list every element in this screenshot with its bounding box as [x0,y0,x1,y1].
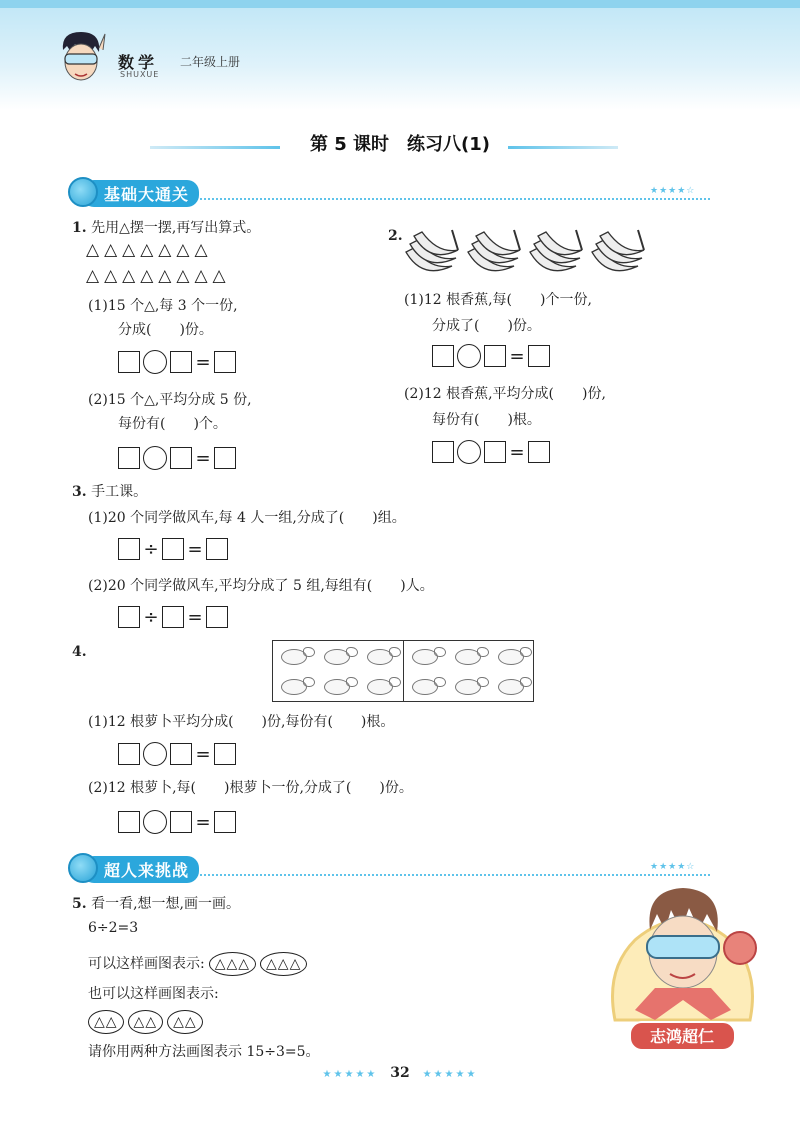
equals-sign: = [509,345,525,367]
equals-sign: = [195,811,211,833]
q3-stem-text: 手工课。 [91,484,148,500]
operator-circle[interactable] [457,440,481,464]
q1-part2-line1: (2)15 个△,平均分成 5 份, [88,392,252,408]
q5-way1-text: 可以这样画图表示: [88,956,205,972]
triangle-group: △△△ [209,952,256,976]
q5-way2-text: 也可以这样画图表示: [88,986,219,1002]
q2-part1-line2: 分成了( )份。 [432,318,541,334]
answer-box[interactable] [162,606,184,628]
radish-group-left [273,641,403,701]
answer-box[interactable] [214,447,236,469]
q1-stem [72,218,260,238]
q5-way1 [88,952,307,976]
helmet-icon [68,853,98,883]
divide-sign: ÷ [143,606,159,628]
q1-stem-text: 先用△摆一摆,再写出算式。 [91,220,261,236]
bananas-picture [402,222,652,284]
q5-stem-text: 看一看,想一想,画一画。 [91,896,240,912]
radish-icon [490,641,533,671]
mascot-head-icon [55,28,107,88]
q5-task: 请你用两种方法画图表示 15÷3=5。 [88,1044,320,1060]
banana-bunch-icon [530,230,582,271]
radish-icon [316,671,359,701]
q5-stem [72,894,240,914]
radish-icon [404,641,447,671]
globe-icon [68,177,98,207]
subject-title: 数学 [118,53,159,72]
header-band [0,0,800,8]
operator-circle[interactable] [143,742,167,766]
section-challenge-label: 超人来挑战 [82,856,199,883]
answer-box[interactable] [118,351,140,373]
answer-box[interactable] [170,743,192,765]
q1-part2-equation [118,446,236,470]
q4-part2-equation [118,810,236,834]
triangle-group: △△ [128,1010,164,1034]
triangle-group: △△ [88,1010,124,1034]
triangle-group: △△ [167,1010,203,1034]
answer-box[interactable] [162,538,184,560]
radish-icon [447,641,490,671]
answer-box[interactable] [118,538,140,560]
radish-icon [490,671,533,701]
operator-circle[interactable] [143,810,167,834]
answer-box[interactable] [118,811,140,833]
equals-sign: = [187,606,203,628]
triangle-group: △△△ [260,952,307,976]
answer-box[interactable] [484,441,506,463]
answer-box[interactable] [206,606,228,628]
mascot-badge: 志鸿超仁 [649,1027,715,1046]
q3-number: 3. [72,484,87,500]
banana-bunch-icon [592,230,644,271]
q4-number: 4. [72,644,87,660]
radish-icon [404,671,447,701]
operator-circle[interactable] [143,446,167,470]
q5-expression: 6÷2=3 [88,920,139,936]
q1-part2-line2: 每份有( )个。 [118,416,227,432]
section-stars: ★★★★☆ [650,186,696,196]
answer-box[interactable] [528,441,550,463]
radish-icon [316,641,359,671]
page-footer [0,1065,800,1081]
q1-triangle-row-1: △△△△△△△ [86,240,213,260]
q2-part2-line1: (2)12 根香蕉,平均分成( )份, [404,386,606,402]
q3-part1-equation [118,538,228,560]
equals-sign: = [195,743,211,765]
section-basic-label: 基础大通关 [82,180,199,207]
q1-triangle-row-2: △△△△△△△△ [86,266,231,286]
operator-circle[interactable] [143,350,167,374]
radish-icon [447,671,490,701]
answer-box[interactable] [214,743,236,765]
section-stars: ★★★★☆ [650,862,696,872]
q1-part1-line1: (1)15 个△,每 3 个一份, [88,298,238,314]
answer-box[interactable] [170,447,192,469]
answer-box[interactable] [528,345,550,367]
answer-box[interactable] [170,811,192,833]
q1-part1-line2: 分成( )份。 [118,322,213,338]
answer-box[interactable] [118,606,140,628]
answer-box[interactable] [170,351,192,373]
q2-part1-equation [432,344,550,368]
superhero-mascot-icon [595,870,770,1070]
q2-part2-equation [432,440,550,464]
q1-part1-equation [118,350,236,374]
q2-part1-line1: (1)12 根香蕉,每( )个一份, [404,292,592,308]
q5-way2-groups [88,1010,203,1034]
q2-part2-line2: 每份有( )根。 [432,412,541,428]
radish-icon [273,641,316,671]
subject-pinyin: SHUXUE [120,70,160,79]
equals-sign: = [195,447,211,469]
equals-sign: = [195,351,211,373]
radish-group-right [403,641,534,701]
section-divider [200,198,710,200]
answer-box[interactable] [484,345,506,367]
answer-box[interactable] [432,345,454,367]
answer-box[interactable] [214,811,236,833]
radish-icon [273,671,316,701]
q1-number: 1. [72,220,87,236]
q4-part2: (2)12 根萝卜,每( )根萝卜一份,分成了( )份。 [88,780,413,796]
q3-part2: (2)20 个同学做风车,平均分成了 5 组,每组有( )人。 [88,578,434,594]
banana-bunch-icon [468,230,520,271]
operator-circle[interactable] [457,344,481,368]
equals-sign: = [509,441,525,463]
radish-icon [359,671,402,701]
answer-box[interactable] [214,351,236,373]
q3-part2-equation [118,606,228,628]
answer-box[interactable] [118,447,140,469]
divide-sign: ÷ [143,538,159,560]
answer-box[interactable] [118,743,140,765]
radish-picture [272,640,534,702]
footer-stars-left: ★★★★★ [322,1069,378,1080]
q5-number: 5. [72,896,87,912]
answer-box[interactable] [206,538,228,560]
grade-label: 二年级上册 [180,55,241,69]
q2-number: 2. [388,228,403,244]
lesson-title: 第 5 课时 练习八(1) [309,134,491,155]
q4-part1: (1)12 根萝卜平均分成( )份,每份有( )根。 [88,714,395,730]
q3-part1: (1)20 个同学做风车,每 4 人一组,分成了( )组。 [88,510,406,526]
q3-stem [72,482,147,502]
radish-icon [359,641,402,671]
equals-sign: = [187,538,203,560]
page-number: 32 [390,1065,410,1081]
answer-box[interactable] [432,441,454,463]
footer-stars-right: ★★★★★ [422,1069,478,1080]
q4-part1-equation [118,742,236,766]
banana-bunch-icon [406,230,458,271]
